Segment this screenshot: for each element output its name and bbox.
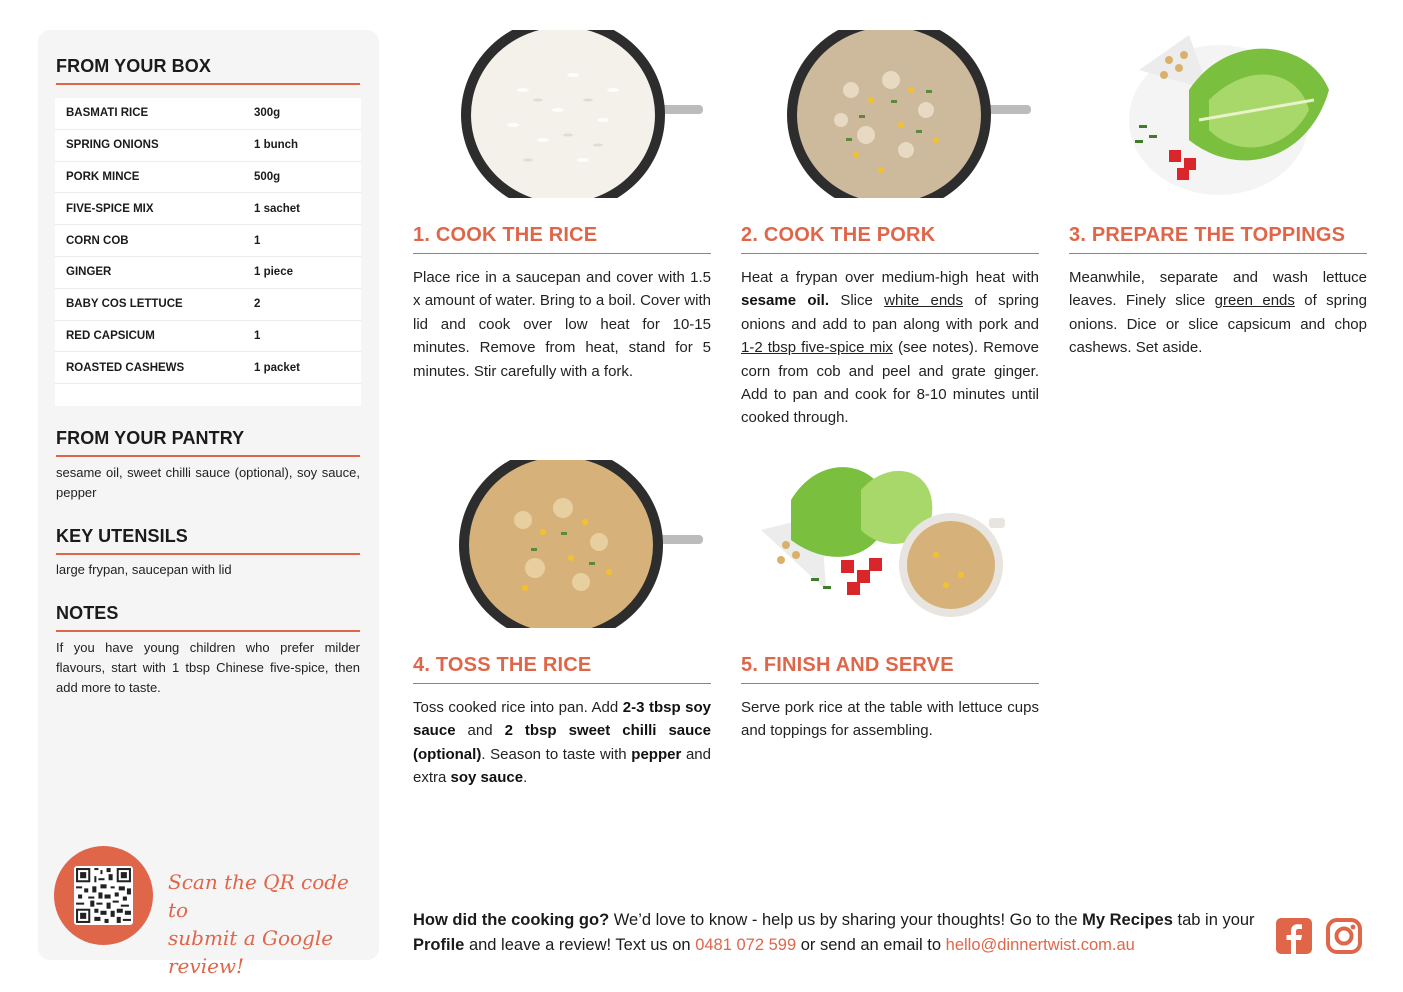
step-2-title: 2. COOK THE PORK	[741, 224, 1039, 254]
text-segment[interactable]: 0481 072 599	[695, 936, 797, 954]
text-segment: Toss cooked rice into pan. Add	[413, 699, 623, 716]
ingredient-qty: 500g	[253, 170, 281, 183]
utensils-text: large frypan, saucepan with lid	[56, 562, 232, 577]
step-5-body	[741, 696, 1039, 743]
qr-code-badge[interactable]	[54, 846, 153, 945]
ingredient-name: GINGER	[66, 266, 112, 279]
ingredient-row	[55, 321, 361, 353]
box-title: FROM YOUR BOX	[56, 56, 360, 85]
ingredient-qty: 1	[253, 329, 261, 342]
text-segment: We’d love to know - help us by sharing your thoughts! Go to the	[609, 911, 1083, 929]
ingredient-qty: 1	[253, 234, 261, 247]
step-2-body	[741, 266, 1039, 430]
text-segment: of spring onions and add to pan along with pork and	[741, 292, 1039, 333]
step-3-title: 3. PREPARE THE TOPPINGS	[1069, 224, 1367, 254]
step-1-image	[413, 30, 711, 198]
ingredient-row	[55, 130, 361, 162]
step-5-image	[741, 460, 1039, 628]
text-segment: tab in your	[1172, 911, 1255, 929]
text-segment: soy sauce	[450, 769, 524, 787]
text-segment: or send an email to	[796, 936, 946, 954]
text-segment: sesame oil.	[741, 292, 830, 310]
text-segment: white ends	[884, 292, 964, 310]
step-1-body	[413, 266, 711, 383]
ingredient-name: BABY COS LETTUCE	[66, 298, 183, 311]
review-footer-text	[413, 908, 1263, 958]
ingredient-name: SPRING ONIONS	[66, 139, 159, 152]
text-segment: of spring onions. Dice or slice capsicum and chop cashews. Set aside.	[1069, 292, 1367, 357]
text-segment: and leave a review! Text us on	[464, 936, 696, 954]
notes-title: NOTES	[56, 603, 360, 632]
ingredient-row	[55, 193, 361, 225]
step-3-image	[1069, 30, 1367, 198]
step-4-title: 4. TOSS THE RICE	[413, 654, 711, 684]
text-segment: green ends	[1214, 292, 1295, 310]
text-segment: and extra	[413, 745, 711, 787]
text-segment[interactable]: hello@dinnertwist.com.au	[945, 936, 1135, 954]
step-2-image	[741, 30, 1039, 198]
text-segment: How did the cooking go?	[413, 911, 610, 929]
text-segment: Profile	[413, 936, 465, 954]
ingredient-name: CORN COB	[66, 234, 129, 247]
ingredient-name: PORK MINCE	[66, 170, 140, 183]
step-3-body	[1069, 266, 1367, 360]
text-segment: Slice	[829, 292, 885, 310]
text-segment: Place rice in a saucepan and cover with 1.5 x amount of water. Bring to a boil. Cover with lid and cook over low heat for 10-15 minutes. Remove from heat, stand for 5 minutes. Stir carefully with a fork.	[413, 269, 711, 380]
text-segment: Meanwhile, separate and wash lettuce leaves. Finely slice	[1069, 269, 1367, 310]
ingredient-row	[55, 225, 361, 257]
ingredient-row	[55, 98, 361, 130]
text-segment: Serve pork rice at the table with lettuce cups and toppings for assembling.	[741, 699, 1039, 740]
facebook-icon[interactable]	[1276, 918, 1312, 954]
qr-review-callout	[168, 868, 368, 980]
step-4-image	[413, 460, 711, 628]
pantry-title: FROM YOUR PANTRY	[56, 428, 360, 457]
step-1-title: 1. COOK THE RICE	[413, 224, 711, 254]
text-segment: My Recipes	[1082, 911, 1173, 929]
ingredient-qty: 1 sachet	[253, 202, 301, 215]
step-4-body	[413, 696, 711, 790]
text-segment: .	[523, 769, 528, 787]
text-segment: 2-3 tbsp soy sauce	[413, 699, 711, 740]
ingredient-qty: 300g	[253, 107, 281, 120]
qr-cta-line1: Scan the QR code to	[168, 870, 349, 922]
text-segment: 2 tbsp sweet chilli sauce (optional)	[413, 722, 711, 763]
ingredient-name: BASMATI RICE	[66, 107, 149, 120]
ingredient-qty: 2	[253, 298, 261, 311]
ingredient-row	[55, 352, 361, 384]
pantry-text: sesame oil, sweet chilli sauce (optional), soy sauce, pepper	[56, 465, 360, 500]
ingredient-qty: 1 piece	[253, 266, 293, 279]
utensils-title: KEY UTENSILS	[56, 526, 360, 555]
box-ingredients-table	[55, 98, 361, 406]
ingredient-name: ROASTED CASHEWS	[66, 361, 185, 374]
qr-code-icon[interactable]	[74, 866, 133, 925]
text-segment: pepper	[631, 745, 682, 763]
text-segment: Heat a frypan over medium-high heat with	[741, 269, 1039, 286]
ingredient-row	[55, 162, 361, 194]
ingredient-name: FIVE-SPICE MIX	[66, 202, 154, 215]
ingredient-row	[55, 289, 361, 321]
step-5-title: 5. FINISH AND SERVE	[741, 654, 1039, 684]
text-segment: and	[455, 722, 505, 740]
qr-cta-line2: submit a Google review!	[168, 926, 334, 978]
ingredient-qty: 1 bunch	[253, 139, 299, 152]
ingredient-qty: 1 packet	[253, 361, 301, 374]
text-segment: 1-2 tbsp five-spice mix	[741, 339, 893, 357]
ingredients-panel	[38, 30, 379, 978]
instagram-icon[interactable]	[1326, 918, 1362, 954]
notes-text: If you have young children who prefer milder flavours, start with 1 tbsp Chinese five-spice, then add more to taste.	[56, 640, 360, 695]
text-segment: . Season to taste with	[481, 745, 632, 763]
text-segment: (see notes). Remove corn from cob and peel and grate ginger. Add to pan and cook for 8-10 minutes until cooked through.	[741, 339, 1039, 427]
ingredient-row	[55, 257, 361, 289]
ingredient-name: RED CAPSICUM	[66, 329, 155, 342]
